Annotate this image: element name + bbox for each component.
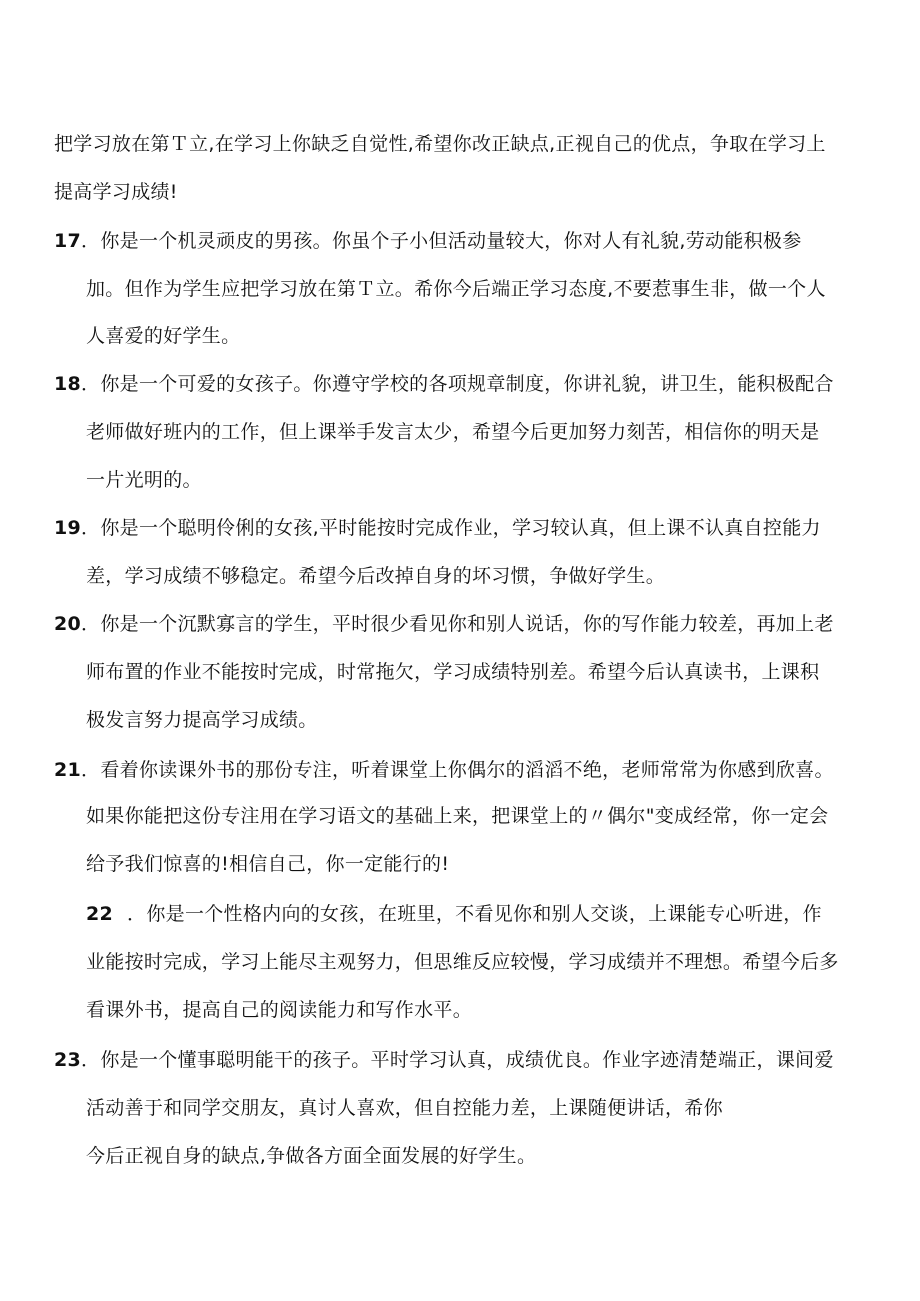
intro-line-2: 提高学习成绩! bbox=[54, 181, 178, 203]
item-21-line-3: 给予我们惊喜的!相信自己，你一定能行的! bbox=[86, 853, 450, 875]
intro-line-1: 把学习放在第Ｔ立,在学习上你缺乏自觉性,希望你改正缺点,正视自己的优点，争取在学习上 bbox=[54, 133, 826, 155]
item-number: 19 bbox=[54, 517, 82, 539]
item-17-line-3: 人喜爱的好学生。 bbox=[86, 325, 241, 347]
item-text: ．你是一个沉默寡言的学生，平时很少看见你和别人说话，你的写作能力较差，再加上老 bbox=[81, 613, 834, 635]
item-20-line-1 bbox=[54, 612, 834, 636]
item-number: 23 bbox=[54, 1049, 82, 1071]
item-23-line-2: 活动善于和同学交朋友，真讨人喜欢，但自控能力差，上课随便讲话，希你 bbox=[86, 1097, 723, 1119]
item-23-line-3: 今后正视自身的缺点,争做各方面全面发展的好学生。 bbox=[86, 1145, 537, 1167]
item-20-line-2: 师布置的作业不能按时完成，时常拖欠，学习成绩特别差。希望今后认真读书，上课积 bbox=[86, 661, 820, 683]
item-19-line-1 bbox=[54, 516, 821, 540]
item-number: 20 bbox=[54, 613, 82, 635]
item-text: ．你是一个聪明伶俐的女孩,平时能按时完成作业，学习较认真，但上课不认真自控能力 bbox=[81, 517, 821, 539]
item-18-line-3: 一片光明的。 bbox=[86, 469, 202, 491]
item-18-line-1 bbox=[54, 372, 834, 396]
item-17-line-1 bbox=[54, 229, 802, 253]
item-23-line-1 bbox=[54, 1048, 834, 1072]
item-number: 17 bbox=[54, 230, 82, 252]
item-number: 22 bbox=[86, 903, 114, 925]
item-18-line-2: 老师做好班内的工作，但上课举手发言太少，希望今后更加努力刻苦，相信你的明天是 bbox=[86, 421, 820, 443]
item-text: ．你是一个可爱的女孩子。你遵守学校的各项规章制度，你讲礼貌，讲卫生，能积极配合 bbox=[81, 373, 834, 395]
item-17-line-2: 加。但作为学生应把学习放在第Ｔ立。希你今后端正学习态度,不要惹事生非，做一个人 bbox=[86, 278, 826, 300]
item-number: 18 bbox=[54, 373, 82, 395]
item-number: 21 bbox=[54, 759, 82, 781]
item-22-line-3: 看课外书，提高自己的阅读能力和写作水平。 bbox=[86, 999, 473, 1021]
item-21-line-1 bbox=[54, 758, 834, 782]
item-text: ．看着你读课外书的那份专注，听着课堂上你偶尔的滔滔不绝，老师常常为你感到欣喜。 bbox=[81, 759, 834, 781]
item-21-line-2: 如果你能把这份专注用在学习语文的基础上来，把课堂上的〃偶尔"变成经常，你一定会 bbox=[86, 805, 829, 827]
item-20-line-3: 极发言努力提高学习成绩。 bbox=[86, 709, 318, 731]
item-22-line-2: 业能按时完成，学习上能尽主观努力，但思维反应较慢，学习成绩并不理想。希望今后多 bbox=[86, 951, 839, 973]
item-19-line-2: 差，学习成绩不够稳定。希望今后改掉自身的坏习惯，争做好学生。 bbox=[86, 565, 666, 587]
item-22-line-1 bbox=[86, 902, 822, 926]
item-text: ．你是一个性格内向的女孩，在班里，不看见你和别人交谈，上课能专心听进，作 bbox=[127, 903, 822, 925]
item-text: ．你是一个机灵顽皮的男孩。你虽个子小但活动量较大，你对人有礼貌,劳动能积极参 bbox=[81, 230, 802, 252]
item-text: ．你是一个懂事聪明能干的孩子。平时学习认真，成绩优良。作业字迹清楚端正，课间爱 bbox=[81, 1049, 834, 1071]
